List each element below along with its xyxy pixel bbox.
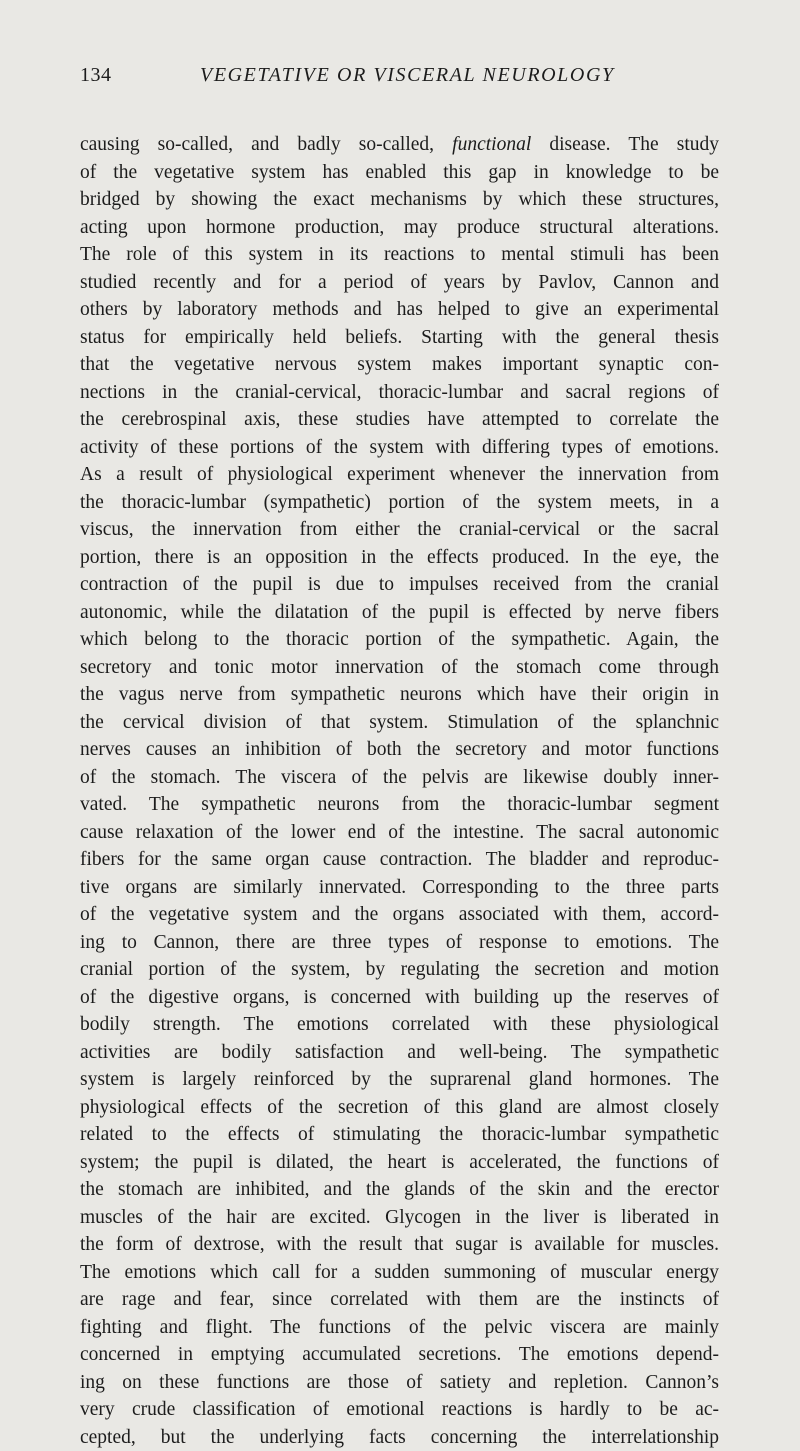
text-line: are rage and fear, since correlated with them are the instincts of	[80, 1286, 719, 1314]
text-line: As a result of physiological experiment whenever the innervation from	[80, 461, 719, 489]
text-run: disease. The study	[549, 134, 719, 155]
text-line: concerned in emptying accumulated secretions. The emotions depend-	[80, 1341, 719, 1369]
italic-term: functional	[452, 134, 531, 155]
text-line: fighting and flight. The functions of the pelvic viscera are mainly	[80, 1314, 719, 1342]
text-line	[80, 131, 719, 159]
text-run: causing so-called, and badly so-called,	[80, 134, 434, 155]
text-line: viscus, the innervation from either the cranial-cervical or the sacral	[80, 516, 719, 544]
text-line: the form of dextrose, with the result that sugar is available for muscles.	[80, 1231, 719, 1259]
text-line: of the vegetative system and the organs associated with them, accord-	[80, 901, 719, 929]
text-line: vated. The sympathetic neurons from the thoracic-lumbar segment	[80, 791, 719, 819]
text-line: that the vegetative nervous system makes important synaptic con-	[80, 351, 719, 379]
text-line: studied recently and for a period of years by Pavlov, Cannon and	[80, 269, 719, 297]
text-line: the vagus nerve from sympathetic neurons which have their origin in	[80, 681, 719, 709]
body-text	[80, 131, 719, 1451]
text-line: system; the pupil is dilated, the heart is accelerated, the functions of	[80, 1149, 719, 1177]
text-line: acting upon hormone production, may produce structural alterations.	[80, 214, 719, 242]
text-line: the cervical division of that system. Stimulation of the splanchnic	[80, 709, 719, 737]
text-line: others by laboratory methods and has helped to give an experimental	[80, 296, 719, 324]
text-line: nections in the cranial-cervical, thoracic-lumbar and sacral regions of	[80, 379, 719, 407]
text-line: related to the effects of stimulating the thoracic-lumbar sympathetic	[80, 1121, 719, 1149]
text-line: of the vegetative system has enabled this gap in knowledge to be	[80, 159, 719, 187]
text-line: ing on these functions are those of satiety and repletion. Cannon’s	[80, 1369, 719, 1397]
text-line: The role of this system in its reactions to mental stimuli has been	[80, 241, 719, 269]
text-line: portion, there is an opposition in the effects produced. In the eye, the	[80, 544, 719, 572]
text-line: secretory and tonic motor innervation of the stomach come through	[80, 654, 719, 682]
text-line: activities are bodily satisfaction and well-being. The sympathetic	[80, 1039, 719, 1067]
text-line: of the stomach. The viscera of the pelvis are likewise doubly inner-	[80, 764, 719, 792]
text-line: cepted, but the underlying facts concerning the interrelationship	[80, 1424, 719, 1451]
text-line: contraction of the pupil is due to impulses received from the cranial	[80, 571, 719, 599]
text-line: the stomach are inhibited, and the glands of the skin and the erector	[80, 1176, 719, 1204]
page-number: 134	[80, 64, 112, 87]
text-line: cranial portion of the system, by regulating the secretion and motion	[80, 956, 719, 984]
text-line: activity of these portions of the system with differing types of emotions.	[80, 434, 719, 462]
text-line: the cerebrospinal axis, these studies have attempted to correlate the	[80, 406, 719, 434]
text-line: system is largely reinforced by the suprarenal gland hormones. The	[80, 1066, 719, 1094]
text-line: ing to Cannon, there are three types of response to emotions. The	[80, 929, 719, 957]
text-line: muscles of the hair are excited. Glycogen in the liver is liberated in	[80, 1204, 719, 1232]
text-line: very crude classification of emotional reactions is hardly to be ac-	[80, 1396, 719, 1424]
text-line: bridged by showing the exact mechanisms by which these structures,	[80, 186, 719, 214]
text-line: bodily strength. The emotions correlated with these physiological	[80, 1011, 719, 1039]
text-line: fibers for the same organ cause contraction. The bladder and reproduc-	[80, 846, 719, 874]
running-head: VEGETATIVE OR VISCERAL NEUROLOGY	[200, 64, 615, 87]
text-line: The emotions which call for a sudden summoning of muscular energy	[80, 1259, 719, 1287]
page-header	[80, 64, 720, 104]
text-line: which belong to the thoracic portion of the sympathetic. Again, the	[80, 626, 719, 654]
text-line: cause relaxation of the lower end of the intestine. The sacral autonomic	[80, 819, 719, 847]
text-line: tive organs are similarly innervated. Corresponding to the three parts	[80, 874, 719, 902]
text-line: the thoracic-lumbar (sympathetic) portion of the system meets, in a	[80, 489, 719, 517]
text-line: nerves causes an inhibition of both the secretory and motor functions	[80, 736, 719, 764]
text-line: physiological effects of the secretion of this gland are almost closely	[80, 1094, 719, 1122]
text-line: status for empirically held beliefs. Starting with the general thesis	[80, 324, 719, 352]
text-line: of the digestive organs, is concerned with building up the reserves of	[80, 984, 719, 1012]
text-line: autonomic, while the dilatation of the pupil is effected by nerve fibers	[80, 599, 719, 627]
